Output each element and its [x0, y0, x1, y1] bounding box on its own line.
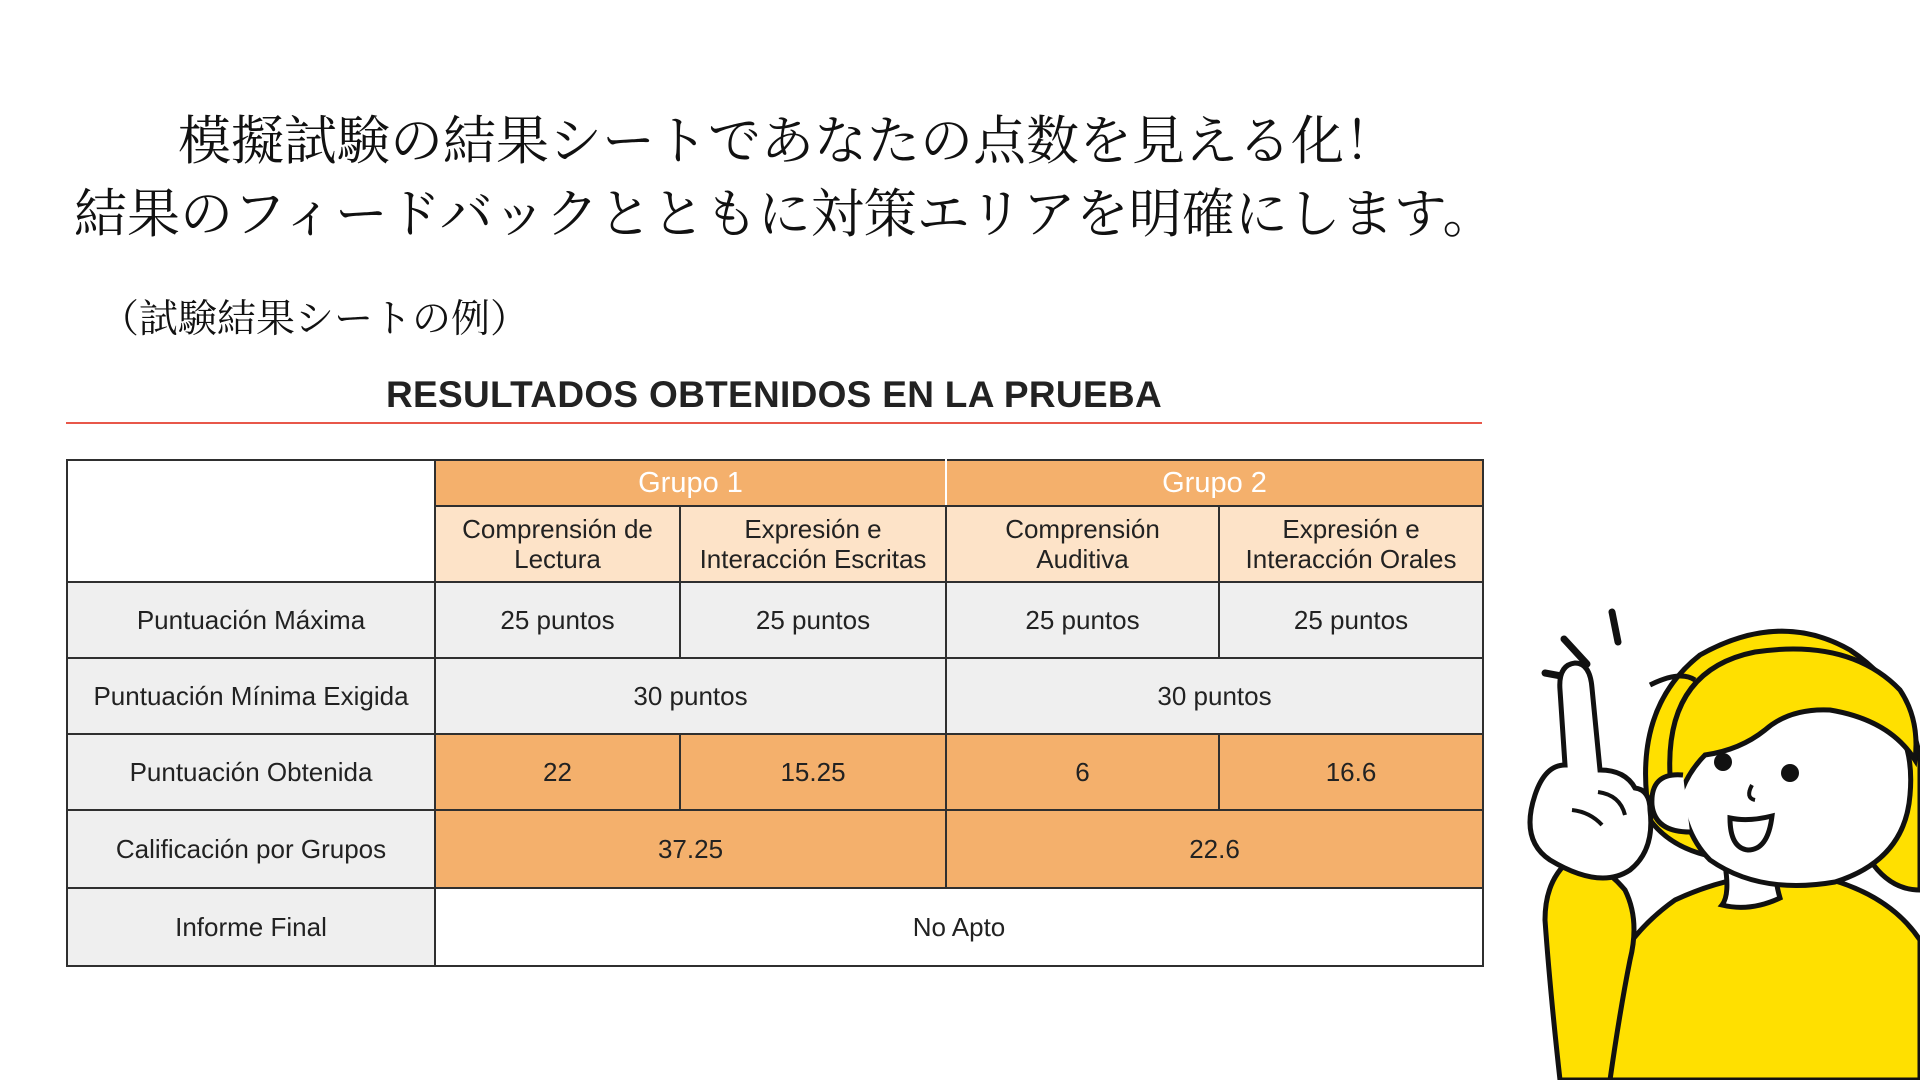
sub-header-text: Interacción Escritas: [699, 544, 927, 574]
sub-header-text: Interacción Orales: [1245, 544, 1457, 574]
results-table: [66, 459, 1484, 967]
final-result-cell: No Apto: [435, 888, 1483, 966]
pointing-hand-icon: [1530, 663, 1651, 878]
table-cell: 15.25: [680, 734, 946, 810]
table-row-obtained-score: [67, 734, 1483, 810]
group-header-row: [67, 460, 1483, 506]
table-row-min-score: [67, 658, 1483, 734]
table-title: RESULTADOS OBTENIDOS EN LA PRUEBA: [386, 374, 1162, 415]
row-label: Calificación por Grupos: [67, 810, 435, 888]
sub-header-text: Expresión e: [744, 514, 882, 544]
sub-header-text: Expresión e: [1282, 514, 1420, 544]
table-corner-cell: [67, 460, 435, 582]
table-cell: 25 puntos: [946, 582, 1219, 658]
table-cell: 6: [946, 734, 1219, 810]
woman-pointing-up-icon: [1490, 560, 1920, 1080]
group-2-header: Grupo 2: [946, 460, 1483, 506]
sub-header-text: Comprensión: [1005, 514, 1160, 544]
example-caption: （試験結果シートの例）: [100, 297, 530, 342]
sub-header-writing: [680, 506, 946, 582]
sub-header-text: Lectura: [514, 544, 601, 574]
eye-icon: [1714, 753, 1732, 771]
table-cell: 30 puntos: [946, 658, 1483, 734]
sub-header-reading: [435, 506, 680, 582]
title-divider: [66, 422, 1482, 424]
sub-header-speaking: [1219, 506, 1483, 582]
table-row-group-grade: [67, 810, 1483, 888]
row-label: Informe Final: [67, 888, 435, 966]
group-1-header: Grupo 1: [435, 460, 946, 506]
table-cell: 25 puntos: [680, 582, 946, 658]
table-cell: 37.25: [435, 810, 946, 888]
table-cell: 22.6: [946, 810, 1483, 888]
table-cell: 22: [435, 734, 680, 810]
eye-icon: [1781, 764, 1799, 782]
sub-header-listening: [946, 506, 1219, 582]
row-label: Puntuación Mínima Exigida: [67, 658, 435, 734]
row-label: Puntuación Obtenida: [67, 734, 435, 810]
table-cell: 25 puntos: [1219, 582, 1483, 658]
sub-header-text: Comprensión de: [462, 514, 653, 544]
table-cell: 30 puntos: [435, 658, 946, 734]
table-row-final-report: [67, 888, 1483, 966]
sub-header-text: Auditiva: [1036, 544, 1129, 574]
table-row-max-score: [67, 582, 1483, 658]
table-cell: 16.6: [1219, 734, 1483, 810]
headline-line-2: 結果のフィードバックとともに対策エリアを明確にします。: [74, 184, 1496, 245]
headline-line-1: 模擬試験の結果シートであなたの点数を見える化！: [178, 111, 1397, 172]
table-cell: 25 puntos: [435, 582, 680, 658]
row-label: Puntuación Máxima: [67, 582, 435, 658]
